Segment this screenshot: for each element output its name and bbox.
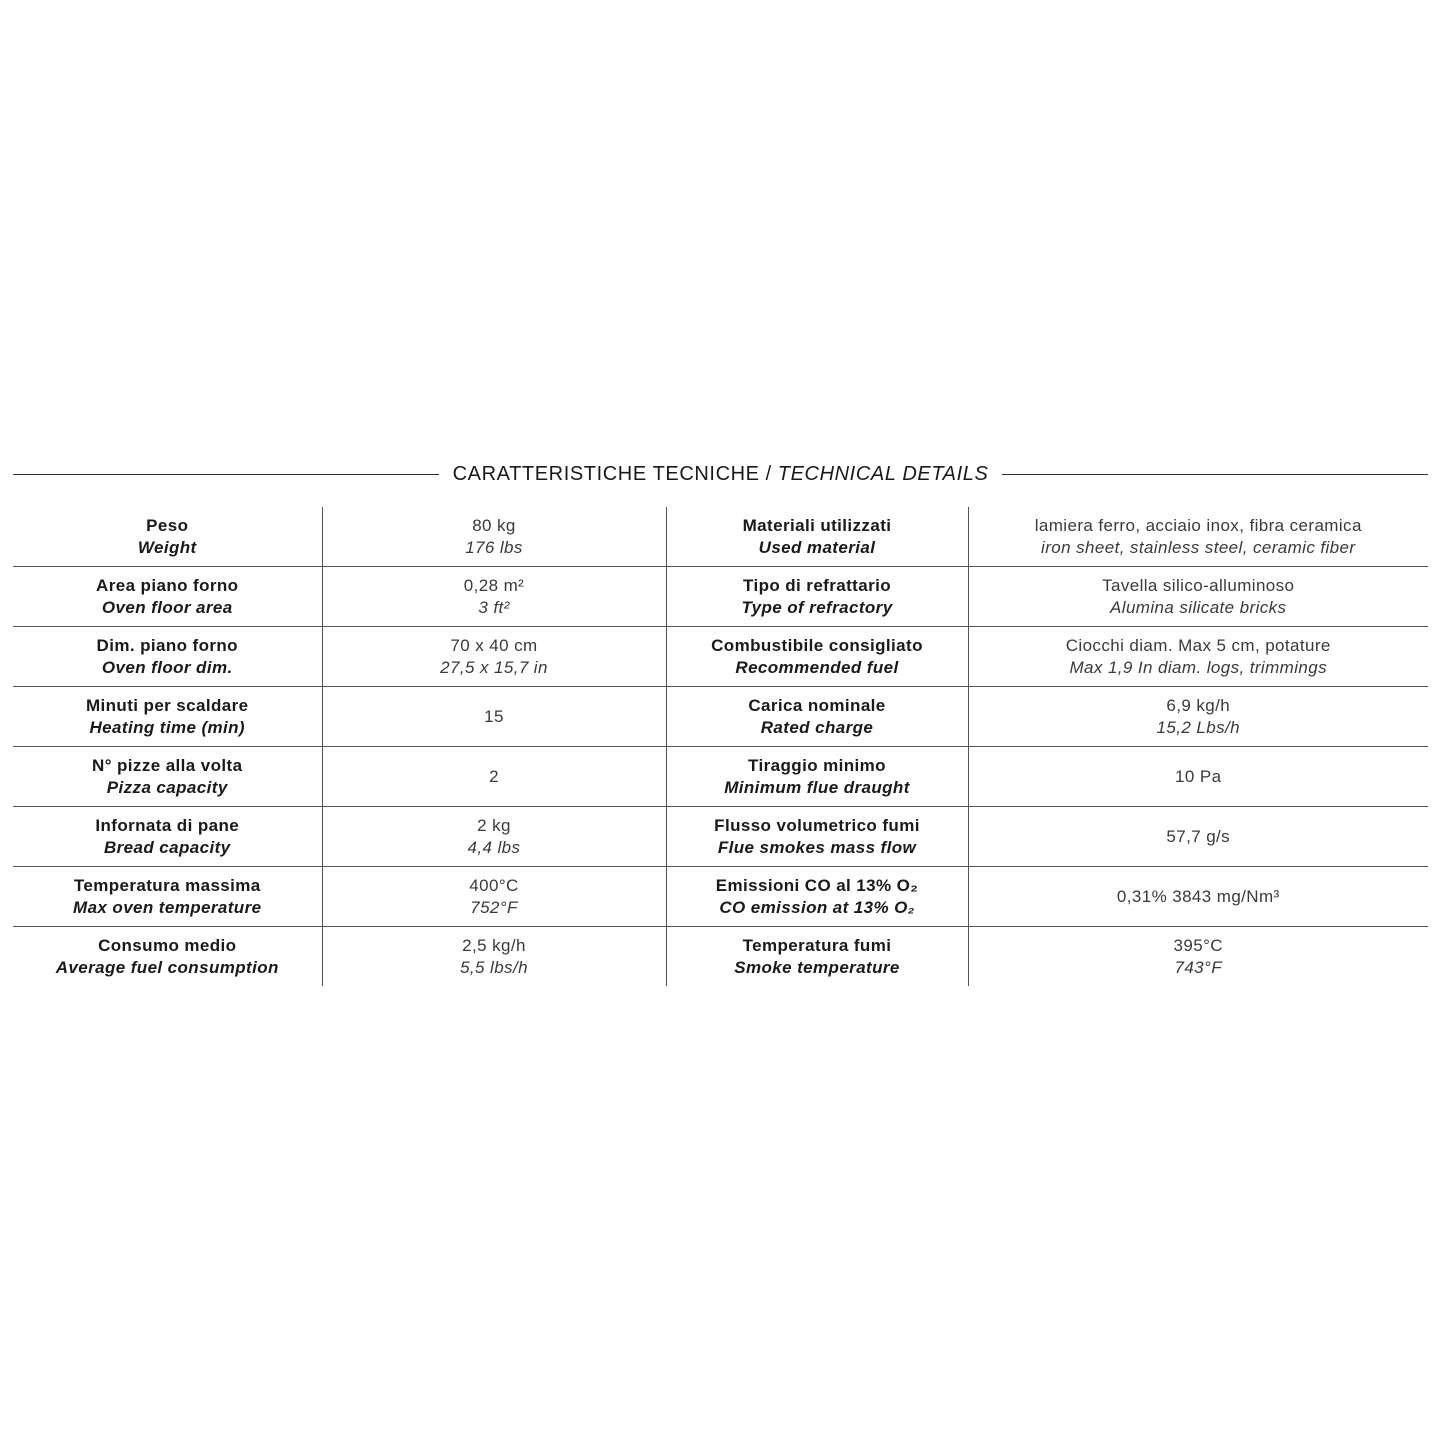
spec-value-cell [968, 807, 1428, 867]
spec-value-en: Max 1,9 In diam. logs, trimmings [1069, 657, 1327, 677]
spec-value-cell [968, 927, 1428, 987]
spec-value-it: 10 Pa [1175, 766, 1222, 786]
spec-value-en: 15,2 Lbs/h [1156, 717, 1240, 737]
spec-value-it: 80 kg [472, 515, 516, 535]
spec-label-cell [13, 807, 322, 867]
spec-value-en: 27,5 x 15,7 in [440, 657, 548, 677]
spec-label-en: Recommended fuel [735, 657, 899, 677]
spec-value-cell [968, 687, 1428, 747]
spec-label-cell [666, 507, 968, 567]
spec-label-cell [13, 687, 322, 747]
spec-label-en: CO emission at 13% O₂ [719, 897, 915, 917]
spec-label-cell [666, 627, 968, 687]
spec-label-it: Materiali utilizzati [742, 515, 892, 535]
section-title-en: TECHNICAL DETAILS [777, 462, 989, 485]
spec-label-it: N° pizze alla volta [92, 755, 243, 775]
section-header [13, 460, 1428, 488]
spec-label-it: Consumo medio [98, 935, 237, 955]
spec-value-cell [322, 567, 666, 627]
spec-value-it: 70 x 40 cm [450, 635, 538, 655]
spec-value-en: iron sheet, stainless steel, ceramic fiber [1041, 537, 1356, 557]
spec-value-it: 0,31% 3843 mg/Nm³ [1116, 886, 1280, 906]
header-rule-left [13, 474, 439, 475]
spec-label-en: Heating time (min) [89, 717, 245, 737]
spec-value-cell [968, 507, 1428, 567]
spec-value-it: Ciocchi diam. Max 5 cm, potature [1065, 635, 1331, 655]
header-rule-right [1002, 474, 1428, 475]
spec-value-en: 3 ft² [478, 597, 510, 617]
spec-label-cell [666, 867, 968, 927]
spec-value-cell [968, 627, 1428, 687]
spec-label-en: Minimum flue draught [724, 777, 910, 797]
spec-label-it: Minuti per scaldare [85, 695, 249, 715]
spec-value-en: 5,5 lbs/h [460, 957, 528, 977]
spec-label-it: Flusso volumetrico fumi [714, 815, 920, 835]
spec-value-en: 752°F [470, 897, 518, 917]
spec-value-it: lamiera ferro, acciaio inox, fibra ceramica [1034, 515, 1362, 535]
table-row [13, 867, 1428, 927]
spec-label-it: Temperatura massima [73, 875, 261, 895]
spec-value-cell [968, 567, 1428, 627]
table-row [13, 507, 1428, 567]
spec-value-en: Alumina silicate bricks [1110, 597, 1287, 617]
spec-value-en: 743°F [1174, 957, 1223, 977]
spec-value-it: 400°C [469, 875, 519, 895]
table-row [13, 567, 1428, 627]
spec-label-cell [666, 747, 968, 807]
spec-label-cell [666, 687, 968, 747]
spec-value-it: Tavella silico-alluminoso [1102, 575, 1295, 595]
spec-value-en: 176 lbs [465, 537, 523, 557]
spec-label-en: Used material [758, 537, 876, 557]
spec-label-cell [666, 927, 968, 987]
spec-label-cell [13, 927, 322, 987]
spec-label-it: Infornata di pane [95, 815, 240, 835]
specs-table [13, 507, 1428, 986]
spec-label-it: Tipo di refrattario [742, 575, 892, 595]
title-separator: / [765, 462, 772, 485]
spec-label-it: Dim. piano forno [96, 635, 238, 655]
spec-value-it: 2 kg [477, 815, 511, 835]
spec-label-it: Carica nominale [748, 695, 886, 715]
spec-label-it: Area piano forno [96, 575, 239, 595]
table-row [13, 927, 1428, 987]
table-row [13, 747, 1428, 807]
spec-value-it: 2,5 kg/h [462, 935, 526, 955]
spec-value-cell [322, 867, 666, 927]
table-row [13, 627, 1428, 687]
spec-label-en: Flue smokes mass flow [717, 837, 917, 857]
spec-value-en: 4,4 lbs [467, 837, 521, 857]
specs-table-body [13, 507, 1428, 986]
spec-label-en: Bread capacity [103, 837, 231, 857]
spec-value-cell [322, 627, 666, 687]
spec-value-cell [968, 867, 1428, 927]
spec-label-cell [666, 567, 968, 627]
spec-value-cell [322, 747, 666, 807]
spec-label-en: Oven floor dim. [101, 657, 233, 677]
spec-label-it: Tiraggio minimo [748, 755, 886, 775]
spec-value-cell [322, 807, 666, 867]
spec-value-it: 0,28 m² [463, 575, 525, 595]
spec-label-cell [13, 747, 322, 807]
spec-label-en: Pizza capacity [106, 777, 228, 797]
spec-value-cell [322, 927, 666, 987]
section-title [439, 463, 1003, 486]
spec-label-cell [666, 807, 968, 867]
spec-label-cell [13, 567, 322, 627]
spec-value-it: 395°C [1173, 935, 1223, 955]
spec-label-en: Average fuel consumption [55, 957, 279, 977]
spec-label-en: Oven floor area [101, 597, 233, 617]
spec-label-en: Weight [137, 537, 197, 557]
spec-label-it: Emissioni CO al 13% O₂ [715, 875, 919, 895]
spec-label-cell [13, 627, 322, 687]
spec-label-it: Temperatura fumi [742, 935, 892, 955]
spec-label-cell [13, 867, 322, 927]
spec-label-en: Max oven temperature [73, 897, 262, 917]
spec-label-it: Peso [146, 515, 189, 535]
table-row [13, 687, 1428, 747]
spec-value-cell [968, 747, 1428, 807]
spec-label-en: Type of refractory [741, 597, 893, 617]
spec-label-it: Combustibile consigliato [711, 635, 923, 655]
spec-label-en: Rated charge [760, 717, 874, 737]
spec-value-it: 2 [489, 766, 499, 786]
spec-value-it: 6,9 kg/h [1166, 695, 1231, 715]
section-title-it: CARATTERISTICHE TECNICHE [452, 462, 760, 485]
spec-label-en: Smoke temperature [734, 957, 900, 977]
spec-value-it: 15 [484, 706, 504, 726]
spec-value-it: 57,7 g/s [1166, 826, 1231, 846]
spec-value-cell [322, 687, 666, 747]
spec-label-cell [13, 507, 322, 567]
table-row [13, 807, 1428, 867]
spec-value-cell [322, 507, 666, 567]
